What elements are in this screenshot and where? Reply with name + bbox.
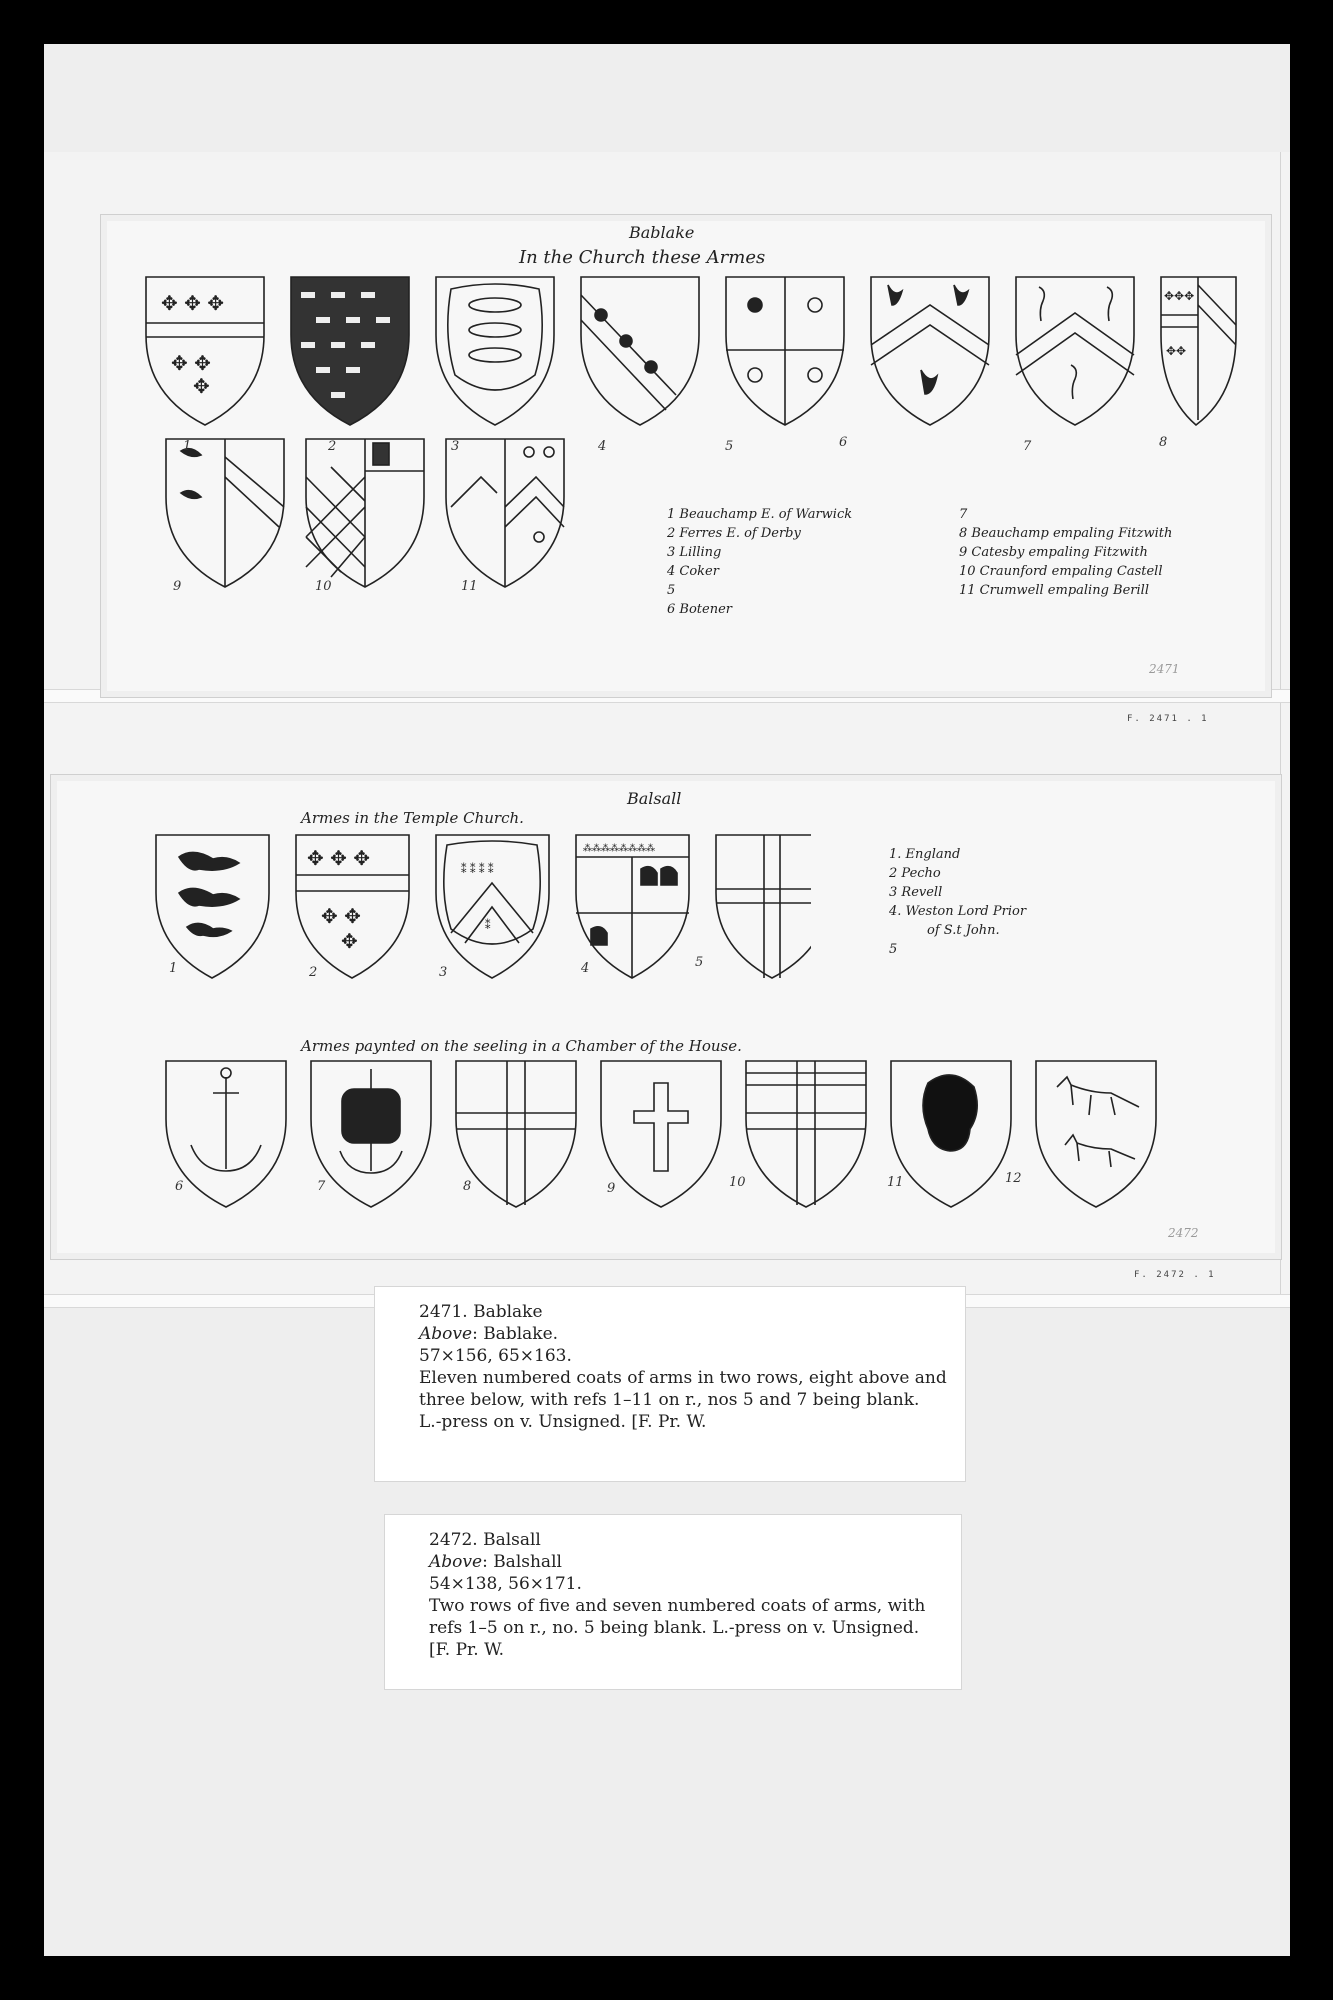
shield-1-beauchamp-icon <box>146 277 264 425</box>
entry-heading: 2472. Balsall <box>429 1530 541 1550</box>
above-label: Above <box>419 1324 473 1344</box>
plate-title: Bablake <box>629 223 695 242</box>
svg-text:⁑: ⁑ <box>485 919 491 932</box>
shield-number: 11 <box>461 579 478 594</box>
shield-5-icon <box>716 835 811 978</box>
svg-text:✥: ✥ <box>193 374 210 398</box>
legend-entry: 2 Pecho <box>889 866 941 881</box>
legend-entry: 1 Beauchamp E. of Warwick <box>667 507 853 522</box>
shield-7-barrel-anchor-icon <box>311 1061 431 1207</box>
legend-entry: 10 Craunford empaling Castell <box>959 564 1163 579</box>
archive-sheet <box>44 44 1290 1956</box>
legend-entry: 2 Ferres E. of Derby <box>667 526 801 541</box>
shield-number: 2 <box>309 965 318 980</box>
shield-11-icon <box>446 439 564 587</box>
shield-10-icon <box>306 439 424 587</box>
svg-text:⁂⁂⁂⁂⁂⁂⁂⁂: ⁂⁂⁂⁂⁂⁂⁂⁂ <box>583 844 655 854</box>
shield-6-botener-icon <box>871 277 989 425</box>
above-label: Above <box>429 1552 483 1572</box>
svg-text:✥ ✥: ✥ ✥ <box>321 904 361 928</box>
shield-number: 12 <box>1005 1171 1022 1186</box>
entry-above <box>419 1323 947 1345</box>
shield-number: 2 <box>328 439 337 454</box>
pencil-note: 2472 <box>1168 1226 1199 1240</box>
shield-number: 4 <box>598 439 607 454</box>
shield-12-fox-icon <box>1036 1061 1156 1207</box>
shield-10-cross-icon <box>746 1061 866 1207</box>
legend-entry: 8 Beauchamp empaling Fitzwith <box>959 526 1173 541</box>
reference-stamp: F. 2472 . 1 <box>1134 1270 1216 1280</box>
entry-dimensions: 54×138, 56×171. <box>429 1574 582 1594</box>
legend-entry: 3 Revell <box>889 885 943 900</box>
shield-number: 9 <box>173 579 182 594</box>
shield-3-lilling-icon <box>436 277 554 425</box>
shield-4-weston-icon <box>576 835 689 978</box>
svg-text:⁑ ⁑ ⁑ ⁑: ⁑ ⁑ ⁑ ⁑ <box>461 863 494 876</box>
shield-8-cross-icon <box>456 1061 576 1207</box>
legend-entry: of S.t John. <box>927 923 1000 938</box>
shield-number: 3 <box>451 439 460 454</box>
shield-number: 9 <box>607 1181 616 1196</box>
shield-row-bottom <box>161 437 581 597</box>
shield-5-icon <box>726 277 844 425</box>
catalogue-entry-2471 <box>374 1286 966 1482</box>
shield-row-bottom <box>161 1059 1221 1219</box>
legend-entry: 11 Crumwell empaling Berill <box>959 583 1149 598</box>
svg-text:✥: ✥ <box>341 929 358 953</box>
shield-3-revell-icon <box>436 835 549 978</box>
shield-number: 1 <box>169 961 178 976</box>
entry-above <box>429 1551 943 1573</box>
shield-1-england-icon <box>156 835 269 978</box>
shield-number: 7 <box>1023 439 1032 454</box>
legend-entry: 6 Botener <box>667 602 732 617</box>
plate-2471 <box>100 214 1272 698</box>
shield-row-top <box>141 275 1241 445</box>
shield-number: 3 <box>439 965 448 980</box>
legend-right <box>959 505 1172 600</box>
legend-entry: 1. England <box>889 847 961 862</box>
shield-2-ferres-icon <box>291 277 409 425</box>
svg-text:✥ ✥: ✥ ✥ <box>171 351 211 375</box>
entry-heading: 2471. Bablake <box>419 1302 543 1322</box>
catalogue-entry-2472 <box>384 1514 962 1690</box>
shield-4-coker-icon <box>581 277 699 425</box>
shield-11-moor-head-icon <box>891 1061 1011 1207</box>
legend-entry: 5 <box>667 583 676 598</box>
shield-number: 6 <box>839 435 848 450</box>
pencil-note: 2471 <box>1149 662 1180 676</box>
entry-description: Eleven numbered coats of arms in two rows, eight above and three below, with refs 1–11 on r., nos 5 and 7 being blank. L.-press on v. Unsigned. [F. Pr. W. <box>419 1368 947 1432</box>
shield-9-icon <box>166 439 284 587</box>
entry-dimensions: 57×156, 65×163. <box>419 1346 572 1366</box>
plate-2472 <box>50 774 1282 1260</box>
above-value: : Balshall <box>482 1552 562 1572</box>
shield-number: 8 <box>463 1179 472 1194</box>
legend <box>889 845 1026 959</box>
shield-6-anchor-icon <box>166 1061 286 1207</box>
svg-text:✥✥✥: ✥✥✥ <box>1164 289 1195 303</box>
shield-number: 10 <box>315 579 332 594</box>
shield-2-pecho-icon <box>296 835 409 978</box>
above-value: : Bablake. <box>472 1324 559 1344</box>
shield-number: 10 <box>729 1175 746 1190</box>
svg-text:✥ ✥ ✥: ✥ ✥ ✥ <box>161 291 224 315</box>
svg-text:✥ ✥ ✥: ✥ ✥ ✥ <box>307 846 370 870</box>
plate-title: Balsall <box>627 789 682 808</box>
entry-description: Two rows of five and seven numbered coats of arms, with refs 1–5 on r., no. 5 being blank. L.-press on v. Unsigned. [F. Pr. W. <box>429 1596 926 1660</box>
shield-8-icon <box>1161 277 1236 425</box>
svg-text:✥✥: ✥✥ <box>1166 344 1187 358</box>
legend-entry: 7 <box>959 507 968 522</box>
legend-entry: 4 Coker <box>667 564 719 579</box>
shield-number: 5 <box>725 439 734 454</box>
legend-entry: 3 Lilling <box>667 545 722 560</box>
plate-subtitle: In the Church these Armes <box>519 247 766 268</box>
row-heading: Armes in the Temple Church. <box>301 809 524 827</box>
shield-9-cross-icon <box>601 1061 721 1207</box>
reference-stamp: F. 2471 . 1 <box>1127 714 1209 724</box>
shield-number: 1 <box>183 439 192 454</box>
shield-number: 4 <box>581 961 590 976</box>
shield-number: 7 <box>317 1179 326 1194</box>
shield-7-icon <box>1016 277 1134 425</box>
row-heading: Armes paynted on the seeling in a Chamber of the House. <box>301 1037 742 1055</box>
shield-number: 11 <box>887 1175 904 1190</box>
shield-number: 6 <box>175 1179 184 1194</box>
shield-number: 5 <box>695 955 704 970</box>
shield-number: 8 <box>1159 435 1168 450</box>
shield-row-top <box>151 833 811 993</box>
legend-entry: 4. Weston Lord Prior <box>889 904 1027 919</box>
legend-entry: 9 Catesby empaling Fitzwith <box>959 545 1148 560</box>
legend-entry: 5 <box>889 942 898 957</box>
legend-left <box>667 505 852 619</box>
